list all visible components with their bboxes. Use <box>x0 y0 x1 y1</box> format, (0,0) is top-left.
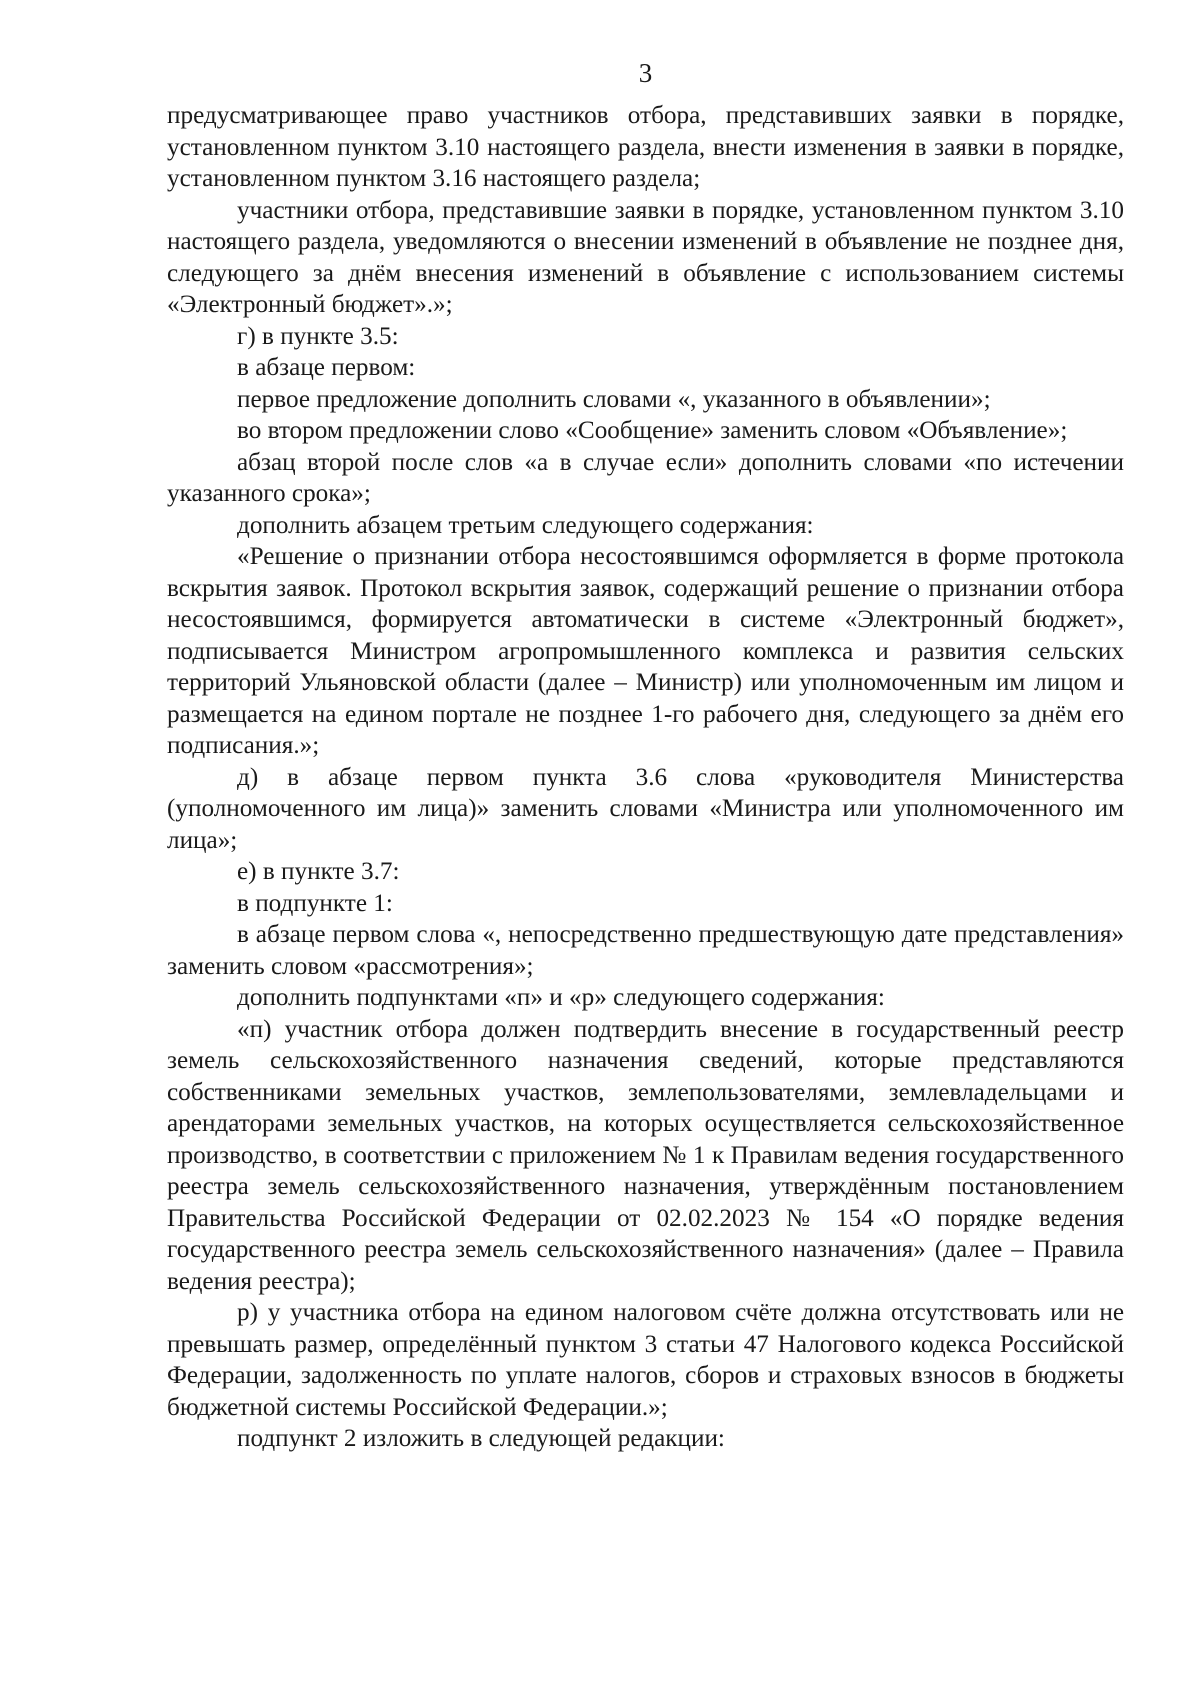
paragraph: «Решение о признании отбора несостоявшимся оформляется в форме протокола вскрытия заявок. Протокол вскрытия заявок, содержащий решение о признании отбора несостоявшимся, формируется автоматически в системе «Электронный бюджет», подписывается Министром агропромышленного комплекса и развития сельских территорий Ульяновской области (далее – Министр) или уполномоченным им лицом и размещается на едином портале не позднее 1-го рабочего дня, следующего за днём его подписания.»; <box>167 543 1124 759</box>
paragraph: в подпункте 1: <box>237 889 393 917</box>
document-body <box>167 100 1124 1455</box>
paragraph: «п) участник отбора должен подтвердить внесение в государственный реестр земель сельскохозяйственного назначения сведений, которые представляются собственниками земельных участков, землепользователями, землевладельцами и арендаторами земельных участков, на которых осуществляется сельскохозяйственное производство, в соответствии с приложением № 1 к Правилам ведения государственного реестра земель сельскохозяйственного назначения, утверждённым постановлением Правительства Российской Федерации от 02.02.2023 № 154 «О порядке ведения государственного реестра земель сельскохозяйственного назначения» (далее – Правила ведения реестра); <box>167 1015 1124 1295</box>
paragraph: предусматривающее право участников отбора, представивших заявки в порядке, установленном пунктом 3.10 настоящего раздела, внести изменения в заявки в порядке, установленном пунктом 3.16 настоящего раздела; <box>167 102 1124 192</box>
paragraph: р) у участника отбора на едином налоговом счёте должна отсутствовать или не превышать размер, определённый пунктом 3 статьи 47 Налогового кодекса Российской Федерации, задолженность по уплате налогов, сборов и страховых взносов в бюджеты бюджетной системы Российской Федерации.»; <box>167 1299 1124 1421</box>
paragraph: дополнить подпунктами «п» и «р» следующего содержания: <box>237 984 885 1011</box>
paragraph: д) в абзаце первом пункта 3.6 слова «руководителя Министерства (уполномоченного им лица)» заменить словами «Министра или уполномоченного им лица»; <box>167 763 1124 854</box>
paragraph: дополнить абзацем третьим следующего содержания: <box>237 511 814 539</box>
paragraph: г) в пункте 3.5: <box>237 322 399 350</box>
paragraph: участники отбора, представившие заявки в порядке, установленном пунктом 3.10 настоящего раздела, уведомляются о внесении изменений в объявление не позднее дня, следующего за днём внесения изменений в объявление с использованием системы «Электронный бюджет».»; <box>167 196 1124 318</box>
paragraph: в абзаце первом: <box>237 354 416 381</box>
paragraph: е) в пункте 3.7: <box>237 858 400 885</box>
paragraph: первое предложение дополнить словами «, указанного в объявлении»; <box>237 385 991 413</box>
paragraph: во втором предложении слово «Сообщение» заменить словом «Объявление»; <box>237 417 1068 444</box>
paragraph: абзац второй после слов «а в случае если» дополнить словами «по истечении указанного срока»; <box>167 448 1124 507</box>
paragraph: в абзаце первом слова «, непосредственно предшествующую дате представления» заменить словом «рассмотрения»; <box>167 921 1124 980</box>
paragraph: подпункт 2 изложить в следующей редакции: <box>237 1425 725 1452</box>
page-number: 3 <box>638 58 653 88</box>
